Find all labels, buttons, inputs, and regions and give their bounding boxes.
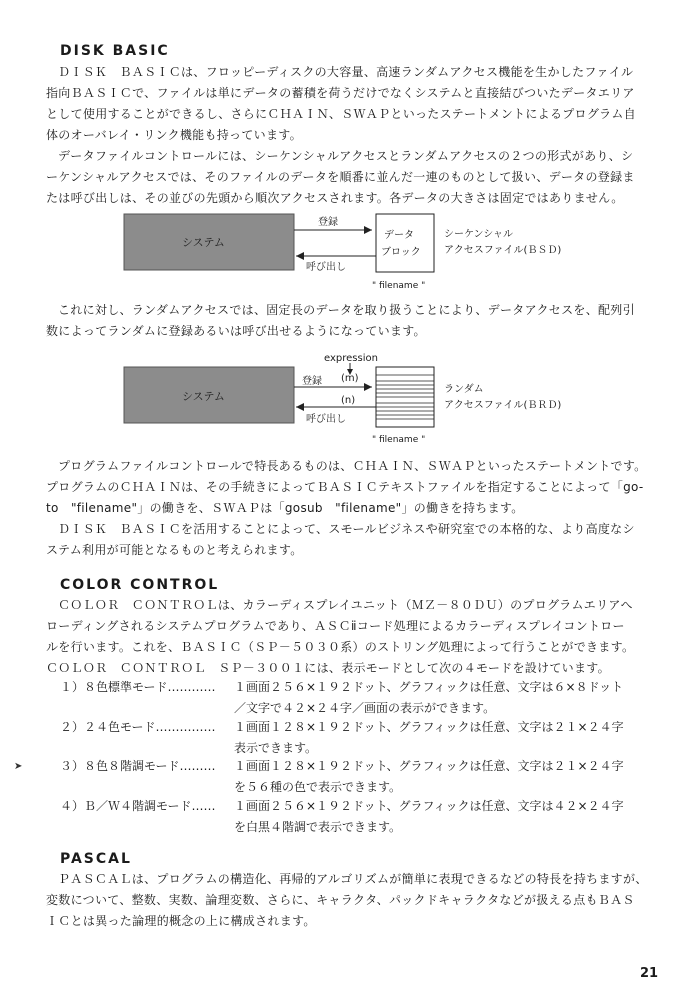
mode-description: を５６種の色で表示できます。 xyxy=(234,780,402,794)
mode-name: ８色標準モード………… xyxy=(84,680,216,694)
text-line: として使用することができるし、さらにＣＨＡＩＮ、ＳＷＡＰといったステートメントによるプログラム自 xyxy=(46,107,636,121)
arrowhead-left-icon xyxy=(296,252,304,260)
text-line: 変数について、整数、実数、論理変数、さらに、キャラクタ、パックドキャラクタなどが扱える点もＢＡＳ xyxy=(46,893,635,907)
text-line: 体のオーバレイ・リンク機能も持っています。 xyxy=(46,128,302,142)
text-line: ＣＯＬＯＲ ＣＯＮＴＲＯＬは、カラーディスプレイユニット（ＭＺ－８０ＤＵ）のプログラムエリアへ xyxy=(58,598,633,612)
mode-description: １画面２５６×１９２ドット、グラフィックは任意、文字は６×８ドット xyxy=(234,680,624,694)
text-line: ステム利用が可能となるものと考えられます。 xyxy=(46,543,303,557)
text-line: ＣＯＬＯＲ ＣＯＮＴＲＯＬ ＳＰ－３００１には、表示モードとして次の４モードを設けています。 xyxy=(46,661,610,675)
paragraph-program-file-control xyxy=(46,456,658,561)
text-line: プログラムファイルコントロールで特長あるものは、ＣＨＡＩＮ、ＳＷＡＰといったステートメントです。 xyxy=(58,459,647,473)
text-line: ローディングされるシステムプログラムであり、ＡＳＣⅱコード処理によるカラーディスプレイコントロー xyxy=(46,619,625,633)
section-heading-color-control: COLOR CONTROL xyxy=(60,577,220,593)
mode-number: １） xyxy=(60,680,85,694)
mode-description: 表示できます。 xyxy=(234,741,318,755)
text-line: ＰＡＳＣＡＬは、プログラムの構造化、再帰的アルゴリズムが簡単に表現できるなどの特長を持ちますが、 xyxy=(58,872,648,886)
mode-description: １画面１２８×１９２ドット、グラフィックは任意、文字は２１×２４字 xyxy=(234,720,624,734)
text-line: ＤＩＳＫ ＢＡＳＩＣを活用することによって、スモールビジネスや研究室での本格的な、より高度なシ xyxy=(58,522,635,536)
paragraph-color-control xyxy=(46,595,658,679)
mode-name: ２４色モード…………… xyxy=(84,720,216,734)
text-line: たは呼び出しは、その並びの先頭から順次アクセスされます。各データの大きさは固定ではありません。 xyxy=(46,191,624,205)
recall-label: 呼び出し xyxy=(306,262,346,273)
section-heading-pascal: PASCAL xyxy=(60,851,132,867)
file-type-label-1: ランダム xyxy=(444,384,484,395)
mode-description: ／文字で４２×２４字／画面の表示ができます。 xyxy=(234,701,496,715)
mode-number: ２） xyxy=(60,720,85,734)
page-number: 21 xyxy=(640,966,659,981)
data-block-box xyxy=(376,214,434,272)
text-line: 指向ＢＡＳＩＣで、ファイルは単にデータの蓄積を荷うだけでなくシステムと直接結びついたデータエリア xyxy=(46,86,635,100)
mode-description: １画面１２８×１９２ドット、グラフィックは任意、文字は２１×２４字 xyxy=(234,759,624,773)
mode-description: １画面２５６×１９２ドット、グラフィックは任意、文字は４２×２４字 xyxy=(234,799,624,813)
text-line: ＤＩＳＫ ＢＡＳＩＣは、フロッピーディスクの大容量、高速ランダムアクセス機能を生かしたファイル xyxy=(58,65,634,79)
mode-number: ４） xyxy=(60,799,85,813)
text-line: ＩＣとは異った論理的概念の上に構成されます。 xyxy=(46,914,316,928)
text-line: 数によってランダムに登録あるいは呼び出せるようになっています。 xyxy=(46,324,426,338)
arrowhead-left-icon xyxy=(296,403,304,411)
system-label: システム xyxy=(182,236,225,249)
filename-label: " filename " xyxy=(372,435,426,445)
file-type-label-1: シーケンシャル xyxy=(444,229,514,240)
register-label: 登録 xyxy=(318,217,338,228)
section-heading-disk-basic: DISK BASIC xyxy=(60,43,170,59)
margin-mark-icon: ➤ xyxy=(14,761,23,772)
paragraph-random-access xyxy=(46,300,658,342)
data-block-label-2: ブロック xyxy=(381,247,421,258)
text-line: プログラムのＣＨＡＩＮは、その手続きによってＢＡＳＩＣテキストファイルを指定することによって「go- xyxy=(46,480,644,494)
mode-name: ８色８階調モード……… xyxy=(84,759,216,773)
recall-label: 呼び出し xyxy=(306,414,346,425)
data-block-label-1: データ xyxy=(384,230,414,241)
paragraph-disk-basic-intro xyxy=(46,62,658,146)
paragraph-pascal xyxy=(46,869,658,932)
mode-number: ３） xyxy=(60,759,85,773)
m-label: (m) xyxy=(341,373,359,384)
mode-name: Ｂ／Ｗ４階調モード…… xyxy=(84,799,216,813)
mode-description: を白黒４階調で表示できます。 xyxy=(234,820,402,834)
arrowhead-right-icon xyxy=(364,226,372,234)
file-type-label-2: アクセスファイル(ＢＲＤ) xyxy=(444,400,562,411)
file-type-label-2: アクセスファイル(ＢＳＤ) xyxy=(444,245,562,256)
system-label: システム xyxy=(182,390,225,403)
text-line: ルを行います。これを、ＢＡＳＩＣ（ＳＰ－５０３０系）のストリング処理によって行うことができます。 xyxy=(46,640,635,654)
text-line: to "filename"」の働きを、ＳＷＡＰは「gosub "filename"」の働きを持ちます。 xyxy=(46,501,524,515)
random-access-diagram xyxy=(0,345,700,465)
register-label: 登録 xyxy=(302,376,322,387)
text-line: ーケンシャルアクセスでは、そのファイルのデータを順番に並んだ一連のものとして扱い、データの登録ま xyxy=(46,170,635,184)
expression-label: expression xyxy=(324,353,378,364)
n-label: (n) xyxy=(341,395,356,406)
arrowhead-right-icon xyxy=(364,383,372,391)
text-line: データファイルコントロールには、シーケンシャルアクセスとランダムアクセスの２つの形式があり、シ xyxy=(58,149,634,163)
text-line: これに対し、ランダムアクセスでは、固定長のデータを取り扱うことにより、データアクセスを、配列引 xyxy=(58,303,635,317)
filename-label: " filename " xyxy=(372,281,426,291)
